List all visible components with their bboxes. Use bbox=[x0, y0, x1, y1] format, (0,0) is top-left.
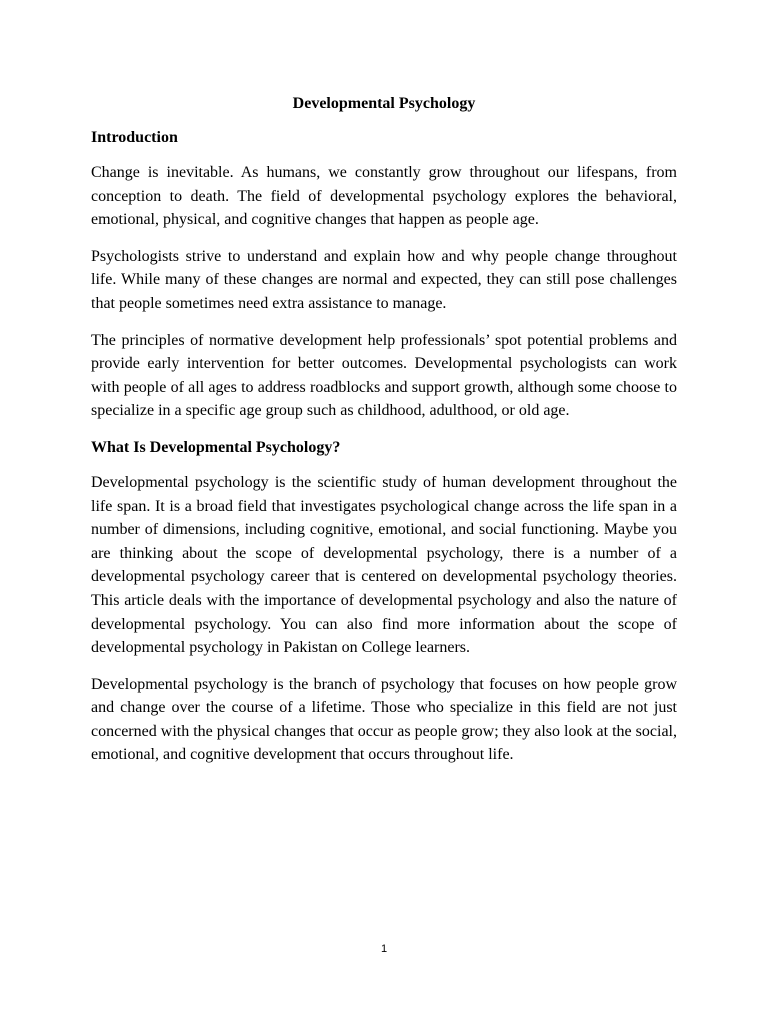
section-heading-introduction: Introduction bbox=[91, 129, 178, 146]
document-title: Developmental Psychology bbox=[292, 95, 476, 112]
page-content bbox=[91, 92, 677, 780]
paragraph: Psychologists strive to understand and explain how and why people change throughout life. While many of these changes are normal and expected, they can still pose challenges that people sometimes need extra assistance to manage. bbox=[91, 247, 677, 312]
paragraph: The principles of normative development help professionals’ spot potential problems and provide early intervention for better outcomes. Developmental psychologists can work with people of all ages to address roadblocks and support growth, although some choose to specialize in a specific age group such as childhood, adulthood, or old age. bbox=[91, 331, 677, 420]
section-heading-what-is: What Is Developmental Psychology? bbox=[91, 438, 341, 456]
paragraph: Developmental psychology is the scientific study of human development throughout the life span. It is a broad field that investigates psychological change across the life span in a number of dimensions, including cognitive, emotional, and social functioning. Maybe you are thinking about the scope of developmental psychology, there is a number of a developmental psychology career that is centered on developmental psychology theories. This article deals with the importance of developmental psychology and also the nature of developmental psychology. You can also find more information about the scope of developmental psychology in Pakistan on College learners. bbox=[91, 473, 677, 657]
page-number: 1 bbox=[380, 943, 388, 955]
paragraph: Change is inevitable. As humans, we constantly grow throughout our lifespans, from conception to death. The field of developmental psychology explores the behavioral, emotional, physical, and cognitive changes that happen as people age. bbox=[91, 164, 677, 229]
paragraph: Developmental psychology is the branch of psychology that focuses on how people grow and change over the course of a lifetime. Those who specialize in this field are not just concerned with the physical changes that occur as people grow; they also look at the social, emotional, and cognitive development that occurs throughout life. bbox=[91, 675, 677, 764]
